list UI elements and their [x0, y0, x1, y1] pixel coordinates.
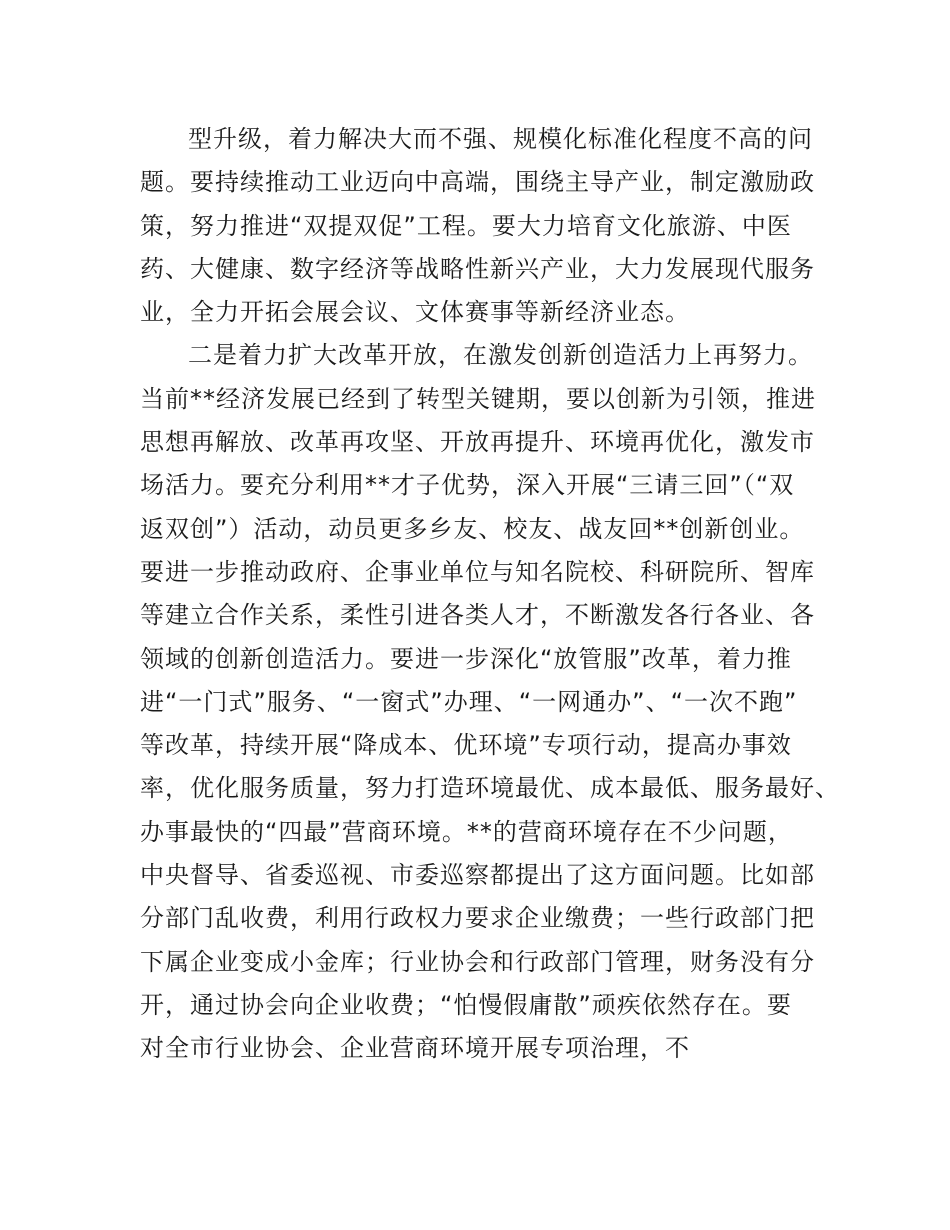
text-line: 等建立合作关系，柔性引进各类人才，不断激发各行各业、各: [140, 601, 815, 630]
text-line: 中央督导、省委巡视、市委巡察都提出了这方面问题。比如部: [140, 861, 815, 890]
text-line: 对全市行业协会、企业营商环境开展专项治理，不: [140, 1034, 690, 1063]
text-line: 场活力。要充分利用**才子优势，深入开展“三请三回”（“双: [140, 471, 795, 500]
document-body: [140, 118, 840, 1071]
text-line: 率，优化服务质量，努力打造环境最优、成本最低、服务最好、: [140, 774, 840, 803]
text-line: 办事最快的“四最”营商环境。**的营商环境存在不少问题，: [140, 817, 793, 846]
text-line: 下属企业变成小金库；行业协会和行政部门管理，财务没有分: [140, 947, 815, 976]
text-line: 题。要持续推动工业迈向中高端，围绕主导产业，制定激励政: [140, 168, 815, 197]
text-line: 策，努力推进“双提双促”工程。要大力培育文化旅游、中医: [140, 211, 792, 240]
text-line: 当前**经济发展已经到了转型关键期，要以创新为引领，推进: [140, 384, 816, 413]
text-line: 型升级，着力解决大而不强、规模化标准化程度不高的问: [188, 125, 813, 153]
text-line: 业，全力开拓会展会议、文体赛事等新经济业态。: [140, 298, 690, 327]
text-line: 药、大健康、数字经济等战略性新兴产业，大力发展现代服务: [140, 254, 815, 283]
text-line: 领域的创新创造活力。要进一步深化“放管服”改革，着力推: [140, 644, 792, 673]
text-line: 开，通过协会向企业收费；“怕慢假庸散”顽疾依然存在。要: [140, 990, 792, 1019]
text-line: 二是着力扩大改革开放，在激发创新创造活力上再努力。: [188, 341, 813, 370]
text-line: 返双创”）活动，动员更多乡友、校友、战友回**创新创业。: [140, 514, 805, 543]
text-line: 等改革，持续开展“降成本、优环境”专项行动，提高办事效: [140, 731, 792, 760]
text-line: 要进一步推动政府、企事业单位与知名院校、科研院所、智库: [140, 557, 815, 586]
text-line: 分部门乱收费，利用行政权力要求企业缴费；一些行政部门把: [140, 904, 815, 933]
text-line: 思想再解放、改革再攻坚、开放再提升、环境再优化，激发市: [140, 428, 815, 457]
text-line: 进“一门式”服务、“一窗式”办理、“一网通办”、“一次不跑”: [140, 687, 798, 716]
